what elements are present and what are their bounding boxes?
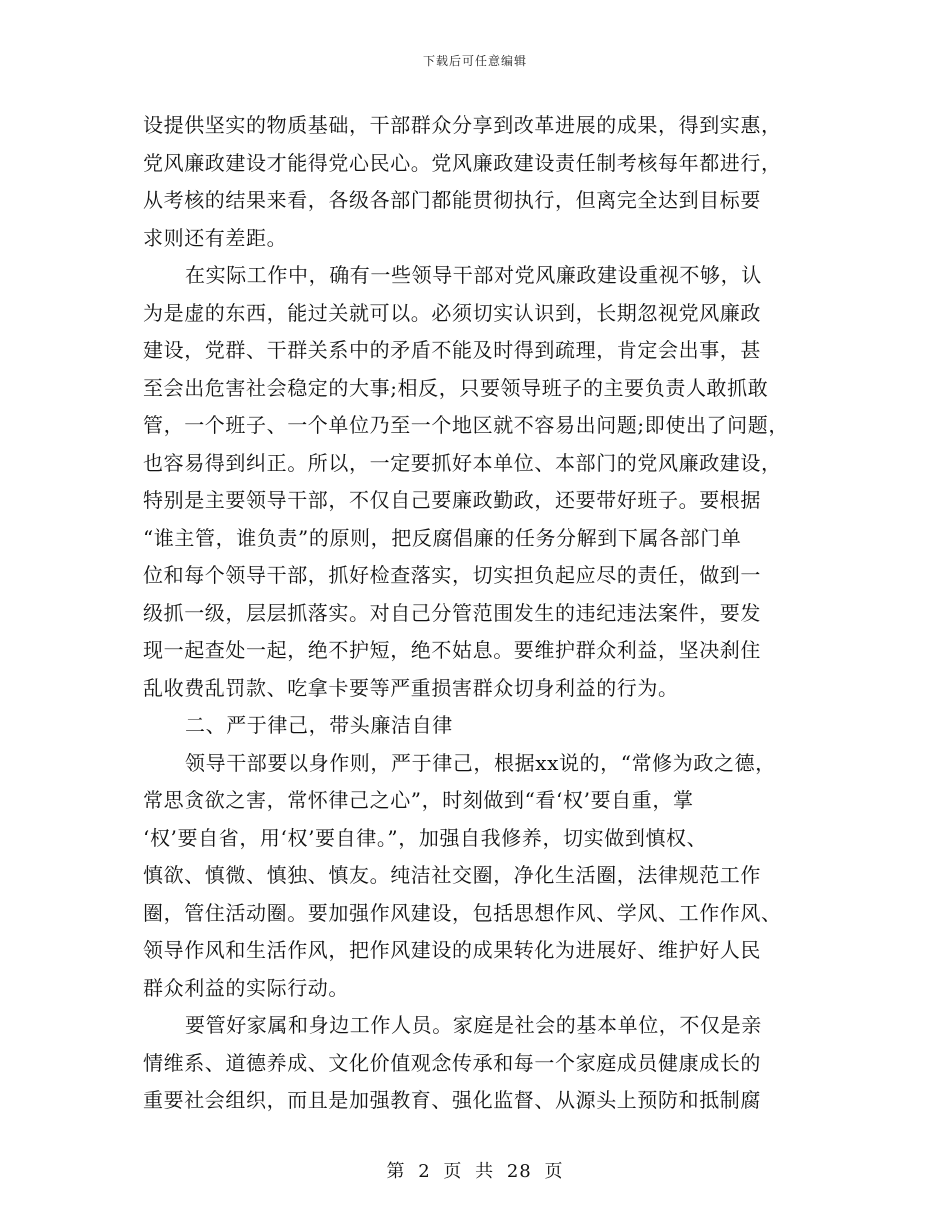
text-line: 从考核的结果来看，各级各部门都能贯彻执行，但离完全达到目标要 — [143, 188, 761, 212]
paragraph-start-line: 在实际工作中，确有一些领导干部对党风廉政建设重视不够，认 — [185, 263, 762, 287]
text-line: 常思贪欲之害，常怀律己之心”，时刻做到“看‘权’要自重，掌 — [143, 788, 694, 812]
page-footer: 第 2 页 共 28 页 — [386, 1161, 564, 1182]
document-body — [143, 107, 823, 1120]
text-line: 现一起查处一起，绝不护短，绝不姑息。要维护群众利益，坚决刹住 — [143, 638, 761, 662]
text-line: 情维系、道德养成、文化价值观念传承和每一个家庭成员健康成长的 — [143, 1050, 761, 1075]
text-line: 至会出危害社会稳定的大事;相反，只要领导班子的主要负责人敢抓敢 — [143, 375, 769, 400]
text-line: 也容易得到纠正。所以，一定要抓好本单位、本部门的党风廉政建设， — [143, 450, 782, 475]
text-line: 群众利益的实际行动。 — [143, 975, 349, 1000]
text-line: ‘权’要自省，用‘权’要自律。”，加强自我修养，切实做到慎权、 — [143, 825, 708, 850]
section-heading: 二、严于律己，带头廉洁自律 — [185, 713, 453, 737]
text-line: 重要社会组织，而且是加强教育、强化监督、从源头上预防和抵制腐 — [143, 1088, 761, 1112]
text-line: 圈，管住活动圈。要加强作风建设，包括思想作风、学风、工作作风、 — [143, 900, 782, 925]
text-line: 建设，党群、干群关系中的矛盾不能及时得到疏理，肯定会出事，甚 — [143, 338, 761, 362]
text-line: 位和每个领导干部，抓好检查落实，切实担负起应尽的责任，做到一 — [143, 563, 761, 587]
text-line: 设提供坚实的物质基础，干部群众分享到改革进展的成果，得到实惠， — [143, 113, 782, 137]
text-line: 为是虚的东西，能过关就可以。必须切实认识到，长期忽视党风廉政 — [143, 300, 761, 325]
page-header: 下载后可任意编辑 — [422, 54, 527, 68]
text-line: 管，一个班子、一个单位乃至一个地区就不容易出问题;即使出了问题， — [143, 413, 789, 437]
text-line: 求则还有差距。 — [143, 225, 288, 250]
text-line: 领导作风和生活作风，把作风建设的成果转化为进展好、维护好人民 — [143, 938, 761, 962]
text-line: 党风廉政建设才能得党心民心。党风廉政建设责任制考核每年都进行， — [143, 150, 782, 175]
text-line: 乱收费乱罚款、吃拿卡要等严重损害群众切身利益的行为。 — [143, 675, 679, 700]
text-line: “谁主管，谁负责”的原则，把反腐倡廉的任务分解到下属各部门单 — [143, 525, 742, 550]
text-line: 特别是主要领导干部，不仅自己要廉政勤政，还要带好班子。要根据 — [143, 488, 761, 512]
text-line: 级抓一级，层层抓落实。对自己分管范围发生的违纪违法案件，要发 — [143, 600, 761, 625]
text-line: 慎欲、慎微、慎独、慎友。纯洁社交圈，净化生活圈，法律规范工作 — [143, 863, 761, 887]
paragraph-start-line: 领导干部要以身作则，严于律己，根据xx说的，“常修为政之德， — [185, 750, 776, 775]
paragraph-start-line: 要管好家属和身边工作人员。家庭是社会的基本单位，不仅是亲 — [185, 1013, 762, 1037]
